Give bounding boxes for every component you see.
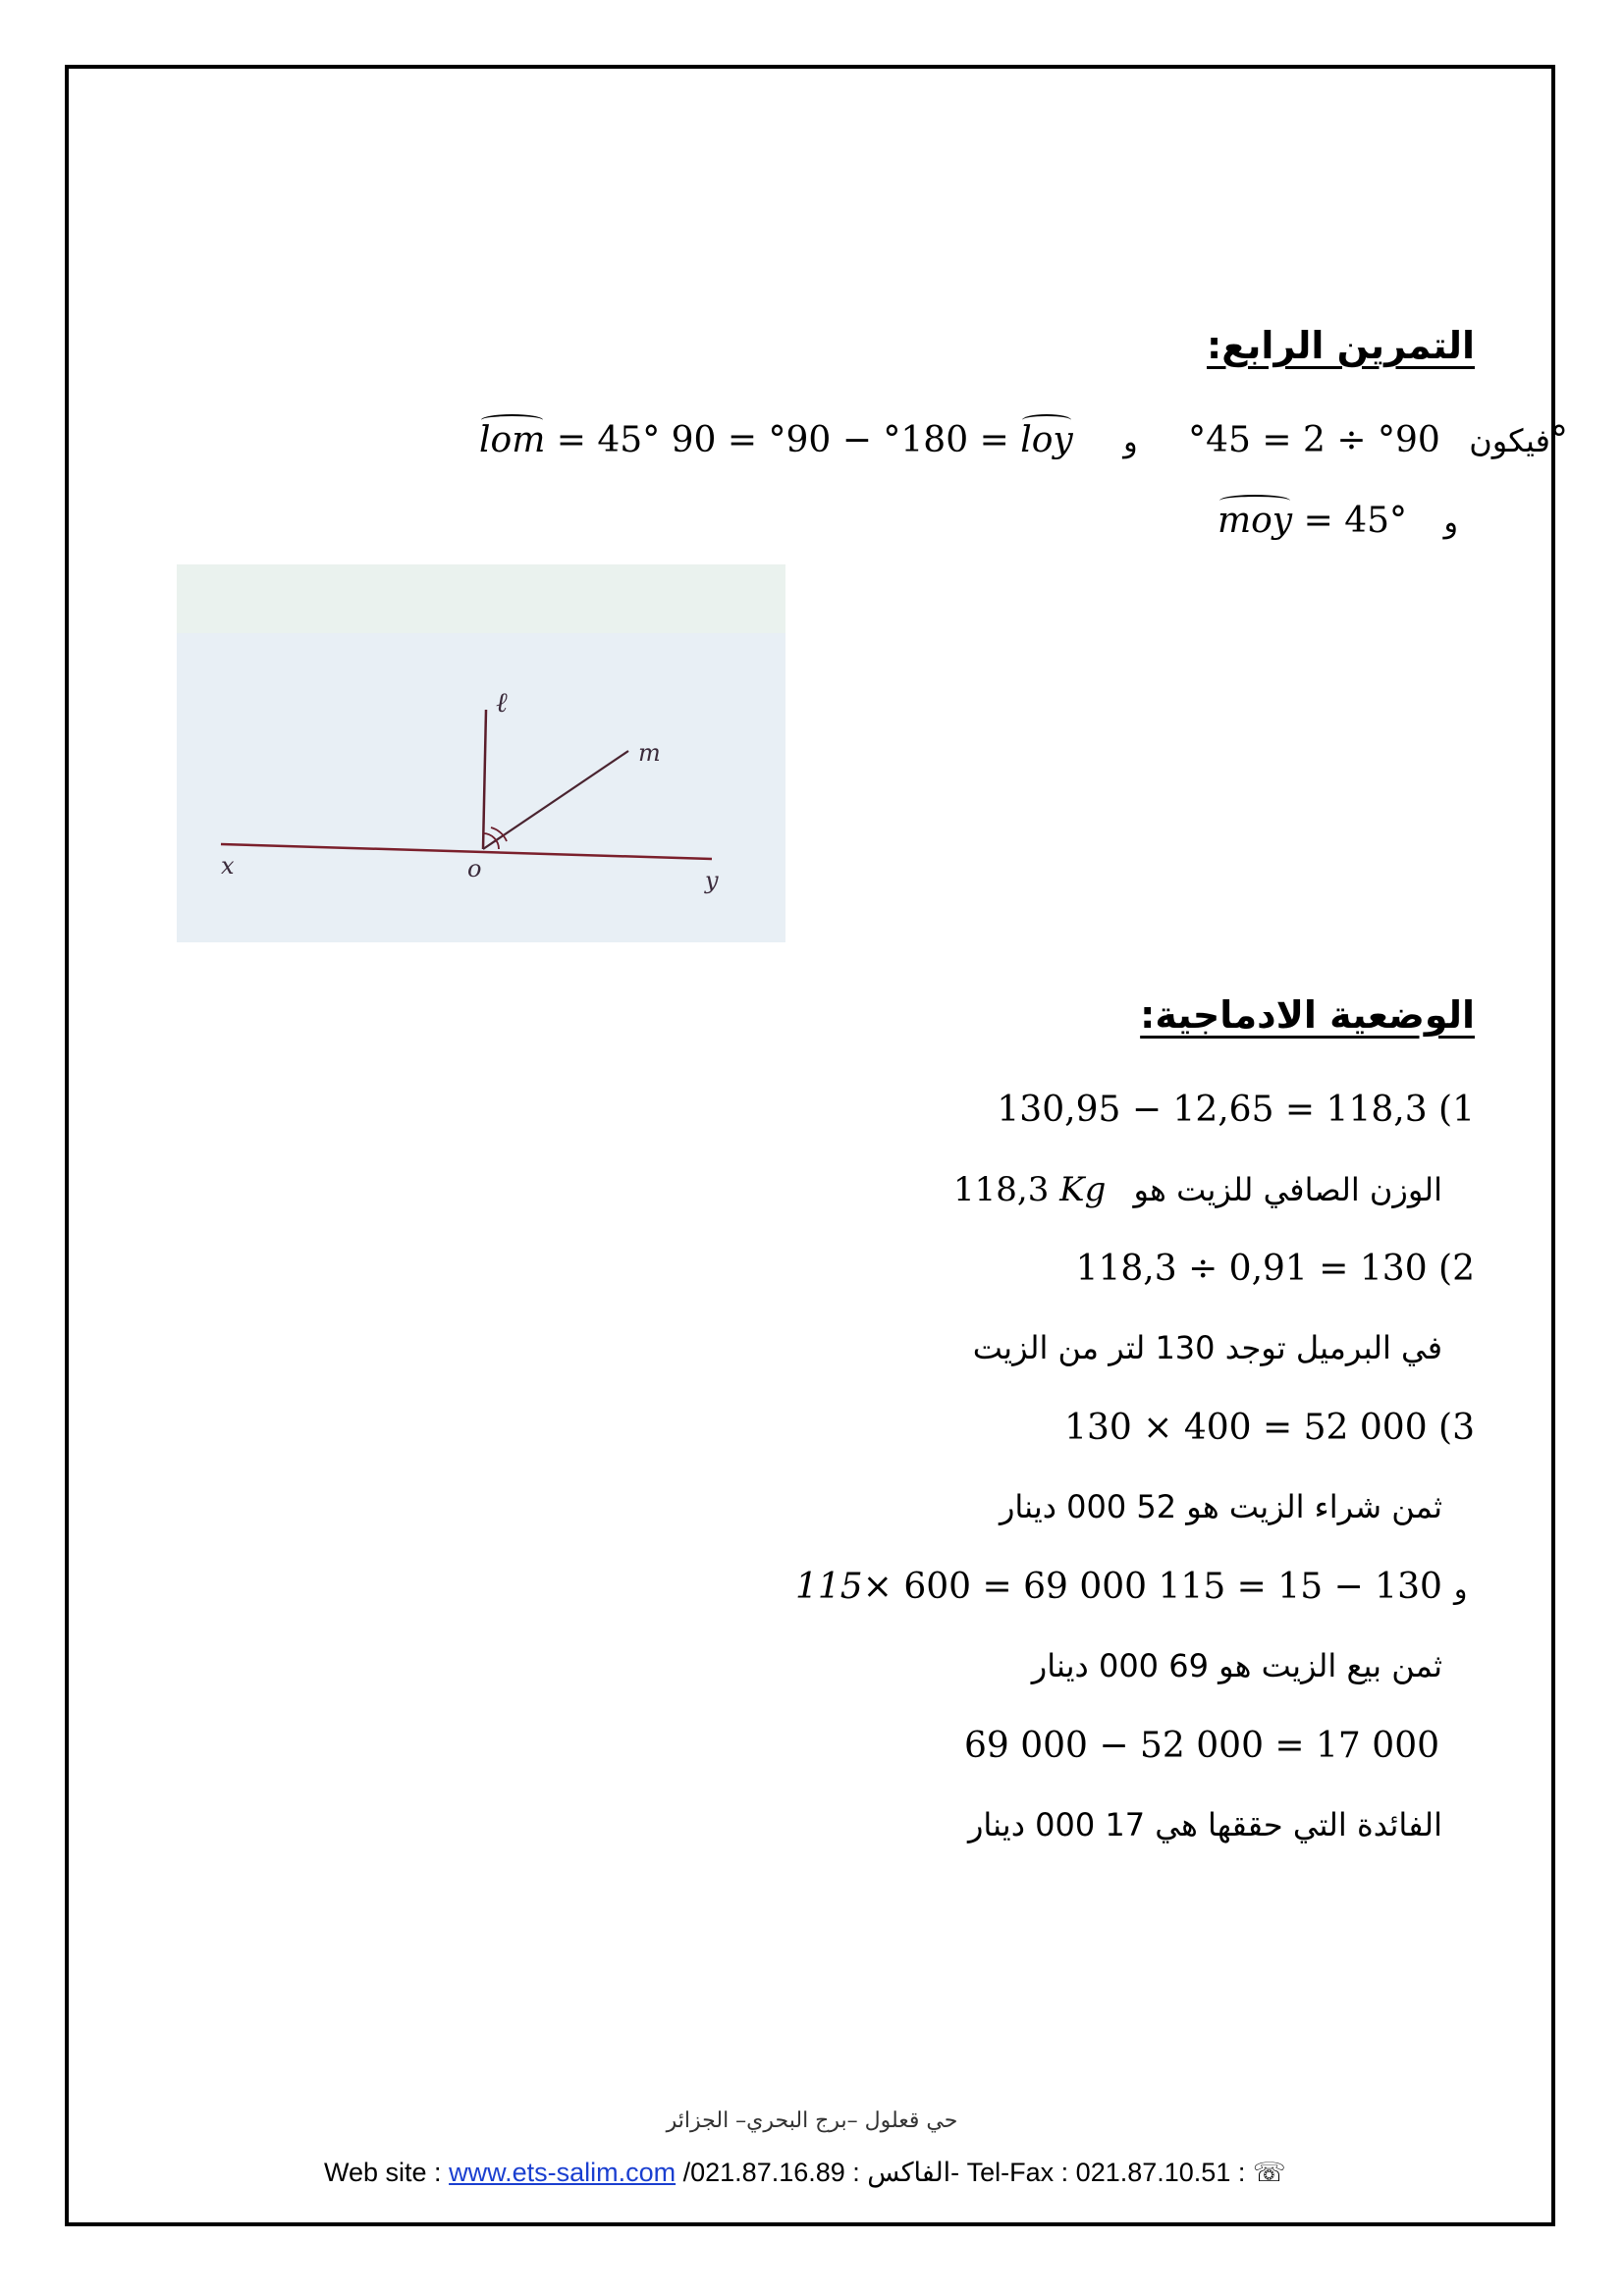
fayakun-word: فيكون <box>1469 422 1550 459</box>
q3-calc2-a: 115 <box>795 1567 863 1607</box>
label-x: x <box>221 852 235 880</box>
angle-figure <box>177 564 785 942</box>
q3-calc3: 69 000 − 52 000 = 17 000 <box>964 1726 1439 1766</box>
and-word-1: و <box>1123 425 1138 459</box>
q1-text: الوزن الصافي للزيت هو <box>1133 1171 1442 1208</box>
loy-calc: = 180° − 90° = 90° <box>671 420 1568 460</box>
q3-text3: الفائدة التي حققها هي 17 000 دينار <box>967 1806 1442 1843</box>
fax-text: /021.87.16.89 : الفاكس- Tel-Fax : 021.87.10.51 : <box>682 2158 1246 2187</box>
label-y: y <box>705 867 719 894</box>
exercise4-title: التمرين الرابع: <box>1207 324 1475 367</box>
page-border <box>65 65 1555 2226</box>
footer-contact <box>324 2158 1286 2188</box>
phone-icon: ☏ <box>1252 2158 1286 2187</box>
integration-title: الوضعية الادماجية: <box>1140 993 1475 1037</box>
q3-calc: 130 × 400 = 52 000 (3 <box>1064 1408 1475 1448</box>
q2-calc: 118,3 ÷ 0,91 = 130 (2 <box>1075 1249 1475 1289</box>
exercise4-line1 <box>479 420 1568 460</box>
exercise4-line2 <box>1218 501 1458 541</box>
q3-text2: ثمن بيع الزيت هو 69 000 دينار <box>1031 1647 1442 1684</box>
angle-moy: moy <box>1218 501 1293 541</box>
q3-calc2-d: 130 − 15 = 115 <box>1158 1567 1442 1607</box>
lom-calc: 90° ÷ 2 = 45° <box>1188 420 1440 460</box>
q3-calc2-b: × 600 = 69 000 <box>862 1567 1148 1607</box>
figure-top-band <box>177 564 785 633</box>
q3-text: ثمن شراء الزيت هو 52 000 دينار <box>999 1488 1442 1525</box>
website-link[interactable]: www.ets-salim.com <box>449 2158 677 2187</box>
q1-text-line <box>953 1170 1442 1209</box>
moy-value: = 45° <box>1303 501 1408 541</box>
q1-calc: 130,95 − 12,65 = 118,3 (1 <box>997 1090 1475 1130</box>
angle-lom: lom <box>479 420 546 460</box>
q1-value: 118,3 Kg <box>953 1170 1107 1209</box>
q2-text: في البرميل توجد 130 لتر من الزيت <box>972 1329 1442 1366</box>
label-m: m <box>638 739 661 767</box>
label-o: o <box>467 855 482 882</box>
and-word-2: و <box>1443 506 1458 540</box>
q3-calc2 <box>795 1567 1473 1607</box>
website-label: Web site : <box>324 2158 442 2187</box>
label-l: ℓ <box>496 686 508 719</box>
footer-address: حي قعلول –برج البحري– الجزائر <box>666 2109 958 2133</box>
q3-calc2-and: و <box>1453 1573 1468 1605</box>
lom-value: = 45° <box>556 420 661 460</box>
angle-loy: loy <box>1020 420 1073 460</box>
